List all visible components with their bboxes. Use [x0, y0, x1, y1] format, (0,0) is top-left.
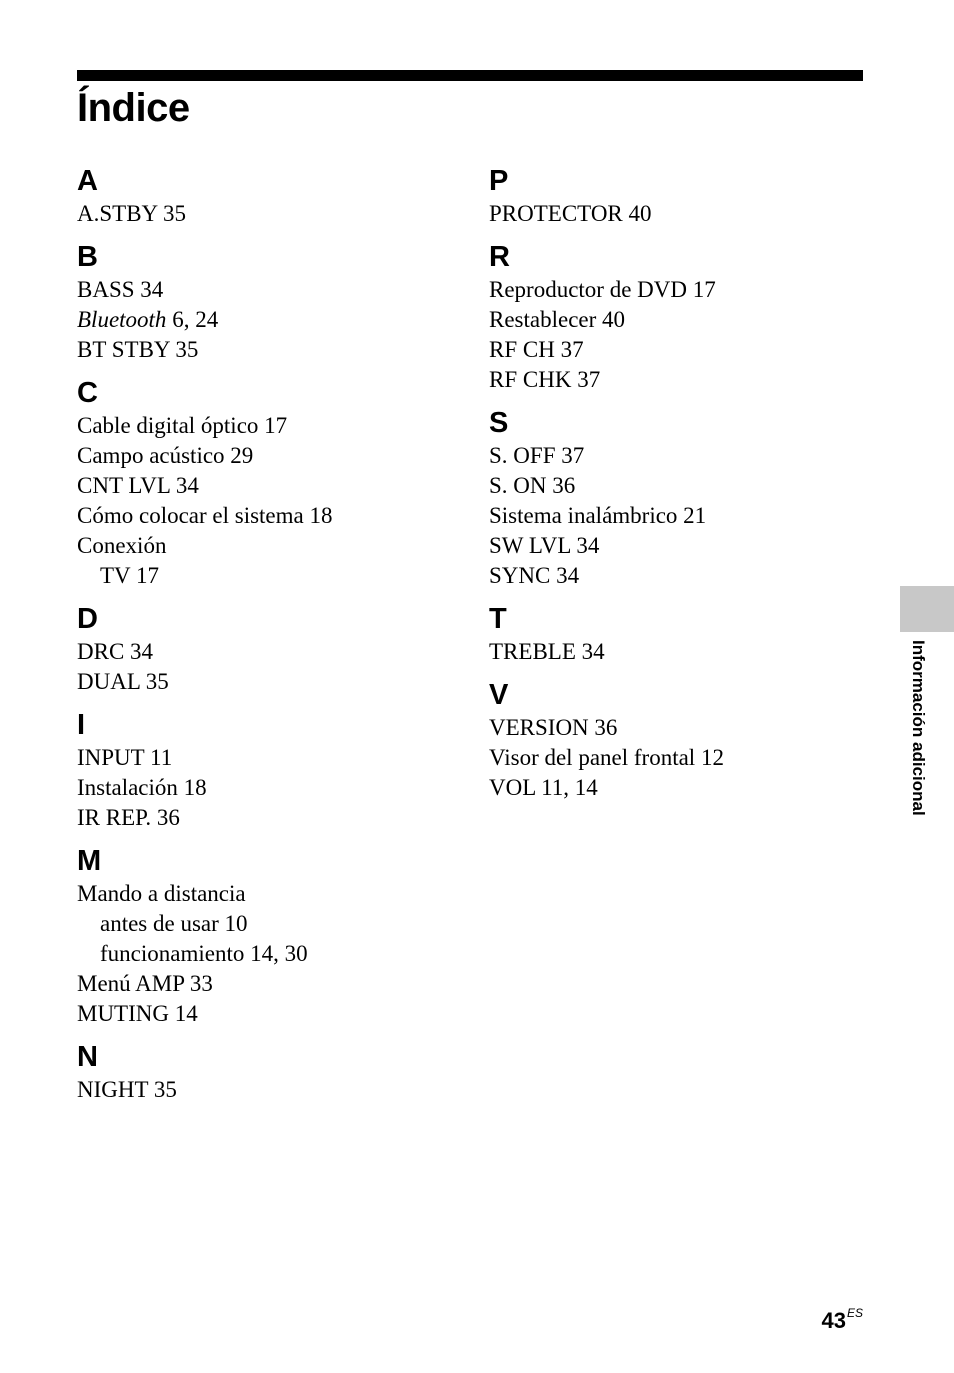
- index-letter: B: [77, 241, 98, 273]
- index-letter: V: [489, 679, 509, 711]
- index-section-i: [77, 708, 457, 833]
- index-letter: S: [489, 407, 509, 439]
- index-section-s: [489, 406, 869, 591]
- index-section-t: [489, 602, 869, 667]
- index-entry-text: Cable digital óptico 17: [77, 413, 288, 438]
- index-entry: [77, 305, 457, 335]
- index-entry-text: MUTING 14: [77, 1001, 198, 1026]
- index-entry-text: INPUT 11: [77, 745, 173, 770]
- index-section-d: [77, 602, 457, 697]
- side-tab: [900, 586, 954, 632]
- index-entry: [489, 501, 869, 531]
- index-entry: [489, 743, 869, 773]
- index-column-right: [489, 164, 869, 814]
- index-entry-text: S. OFF 37: [489, 443, 585, 468]
- index-entry-text: SYNC 34: [489, 563, 580, 588]
- index-letter: N: [77, 1041, 98, 1073]
- index-entry: [489, 637, 869, 667]
- index-section-p: [489, 164, 869, 229]
- index-entry-text: DRC 34: [77, 639, 154, 664]
- index-entry-text: Sistema inalámbrico 21: [489, 503, 707, 528]
- index-entry-text: VERSION 36: [489, 715, 618, 740]
- index-entry: [77, 743, 457, 773]
- index-entry-text: Visor del panel frontal 12: [489, 745, 724, 770]
- index-entry: [489, 561, 869, 591]
- index-section-n: [77, 1040, 457, 1105]
- index-letter: M: [77, 845, 102, 877]
- index-section-m: [77, 844, 457, 1029]
- index-entry-text: Reproductor de DVD 17: [489, 277, 716, 302]
- index-letter: A: [77, 165, 98, 197]
- index-section-r: [489, 240, 869, 395]
- index-entry-italic: Bluetooth: [77, 307, 167, 332]
- index-entry: [77, 531, 457, 561]
- index-entry-text: DUAL 35: [77, 669, 169, 694]
- index-letter: R: [489, 241, 510, 273]
- index-entry-text: Instalación 18: [77, 775, 207, 800]
- index-entry-text: SW LVL 34: [489, 533, 600, 558]
- index-entry: [77, 275, 457, 305]
- index-column-left: [77, 164, 457, 1116]
- index-entry-text: Restablecer 40: [489, 307, 626, 332]
- index-letter: I: [77, 709, 86, 741]
- index-entry-text: A.STBY 35: [77, 201, 187, 226]
- index-section-v: [489, 678, 869, 803]
- index-section-b: [77, 240, 457, 365]
- side-label: Información adicional: [909, 640, 928, 816]
- index-subentry: [77, 561, 457, 591]
- index-subentry: [77, 909, 457, 939]
- page-language: ES: [846, 1306, 863, 1320]
- index-entry-text: Cómo colocar el sistema 18: [77, 503, 333, 528]
- top-rule: [77, 70, 863, 81]
- index-entry-text: S. ON 36: [489, 473, 576, 498]
- index-entry: [489, 199, 869, 229]
- index-entry: [77, 471, 457, 501]
- index-entry-text: Menú AMP 33: [77, 971, 213, 996]
- index-entry: [489, 335, 869, 365]
- index-letter: T: [489, 603, 507, 635]
- index-entry: [77, 501, 457, 531]
- index-entry: [77, 667, 457, 697]
- index-letter: D: [77, 603, 98, 635]
- index-entry: [489, 365, 869, 395]
- index-entry: [489, 773, 869, 803]
- index-letter: C: [77, 377, 98, 409]
- index-entry: [77, 199, 457, 229]
- index-entry-text: NIGHT 35: [77, 1077, 177, 1102]
- index-letter: P: [489, 165, 509, 197]
- index-entry-text: TV 17: [100, 563, 159, 588]
- index-entry: [77, 411, 457, 441]
- index-entry-text: 6, 24: [166, 307, 219, 332]
- index-entry-text: RF CHK 37: [489, 367, 601, 392]
- index-entry-text: Campo acústico 29: [77, 443, 254, 468]
- index-entry-text: Mando a distancia: [77, 881, 246, 906]
- index-entry-text: antes de usar 10: [100, 911, 248, 936]
- index-entry: [77, 637, 457, 667]
- index-entry: [489, 471, 869, 501]
- index-section-c: [77, 376, 457, 591]
- index-section-a: [77, 164, 457, 229]
- index-entry: [489, 531, 869, 561]
- index-entry-text: BT STBY 35: [77, 337, 199, 362]
- index-entry: [77, 335, 457, 365]
- index-entry: [489, 275, 869, 305]
- page-number: [822, 1308, 864, 1334]
- index-entry-text: Conexión: [77, 533, 167, 558]
- index-entry-text: TREBLE 34: [489, 639, 605, 664]
- index-entry: [489, 441, 869, 471]
- index-entry: [77, 773, 457, 803]
- index-entry-text: RF CH 37: [489, 337, 584, 362]
- index-subentry: [77, 939, 457, 969]
- index-entry: [77, 999, 457, 1029]
- page-title: Índice: [77, 86, 190, 130]
- index-entry: [77, 1075, 457, 1105]
- index-entry-text: BASS 34: [77, 277, 164, 302]
- index-entry: [77, 803, 457, 833]
- index-entry-text: funcionamiento 14, 30: [100, 941, 308, 966]
- index-entry-text: IR REP. 36: [77, 805, 180, 830]
- index-entry: [77, 441, 457, 471]
- index-entry-text: CNT LVL 34: [77, 473, 199, 498]
- index-entry: [77, 879, 457, 909]
- index-entry: [489, 713, 869, 743]
- index-entry: [77, 969, 457, 999]
- index-entry: [489, 305, 869, 335]
- index-entry-text: VOL 11, 14: [489, 775, 598, 800]
- page-number-value: 43: [821, 1308, 846, 1333]
- index-entry-text: PROTECTOR 40: [489, 201, 652, 226]
